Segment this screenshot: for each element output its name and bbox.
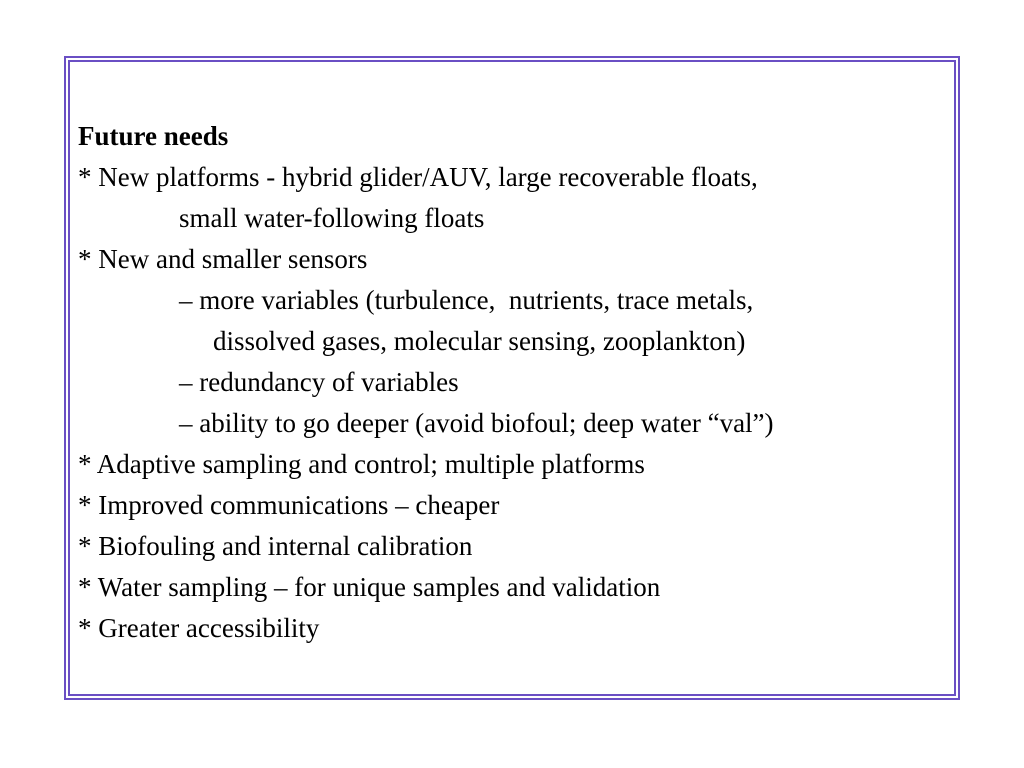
- bullet-new-platforms-continued: small water-following floats: [179, 203, 485, 233]
- sub-bullet-go-deeper: – ability to go deeper (avoid biofoul; deep water “val”): [179, 408, 774, 438]
- bullet-new-sensors: * New and smaller sensors: [78, 244, 368, 274]
- bullet-accessibility: * Greater accessibility: [78, 613, 320, 643]
- bullet-water-sampling: * Water sampling – for unique samples and validation: [78, 572, 661, 602]
- slide-content: [78, 116, 948, 649]
- slide-title: Future needs: [78, 121, 229, 151]
- sub-bullet-redundancy: – redundancy of variables: [179, 367, 459, 397]
- sub-bullet-more-variables-continued: dissolved gases, molecular sensing, zooplankton): [213, 326, 746, 356]
- bullet-communications: * Improved communications – cheaper: [78, 490, 500, 520]
- sub-bullet-more-variables: – more variables (turbulence, nutrients, trace metals,: [179, 285, 754, 315]
- bullet-new-platforms: * New platforms - hybrid glider/AUV, large recoverable floats,: [78, 162, 758, 192]
- bullet-adaptive-sampling: * Adaptive sampling and control; multiple platforms: [78, 449, 645, 479]
- bullet-biofouling: * Biofouling and internal calibration: [78, 531, 473, 561]
